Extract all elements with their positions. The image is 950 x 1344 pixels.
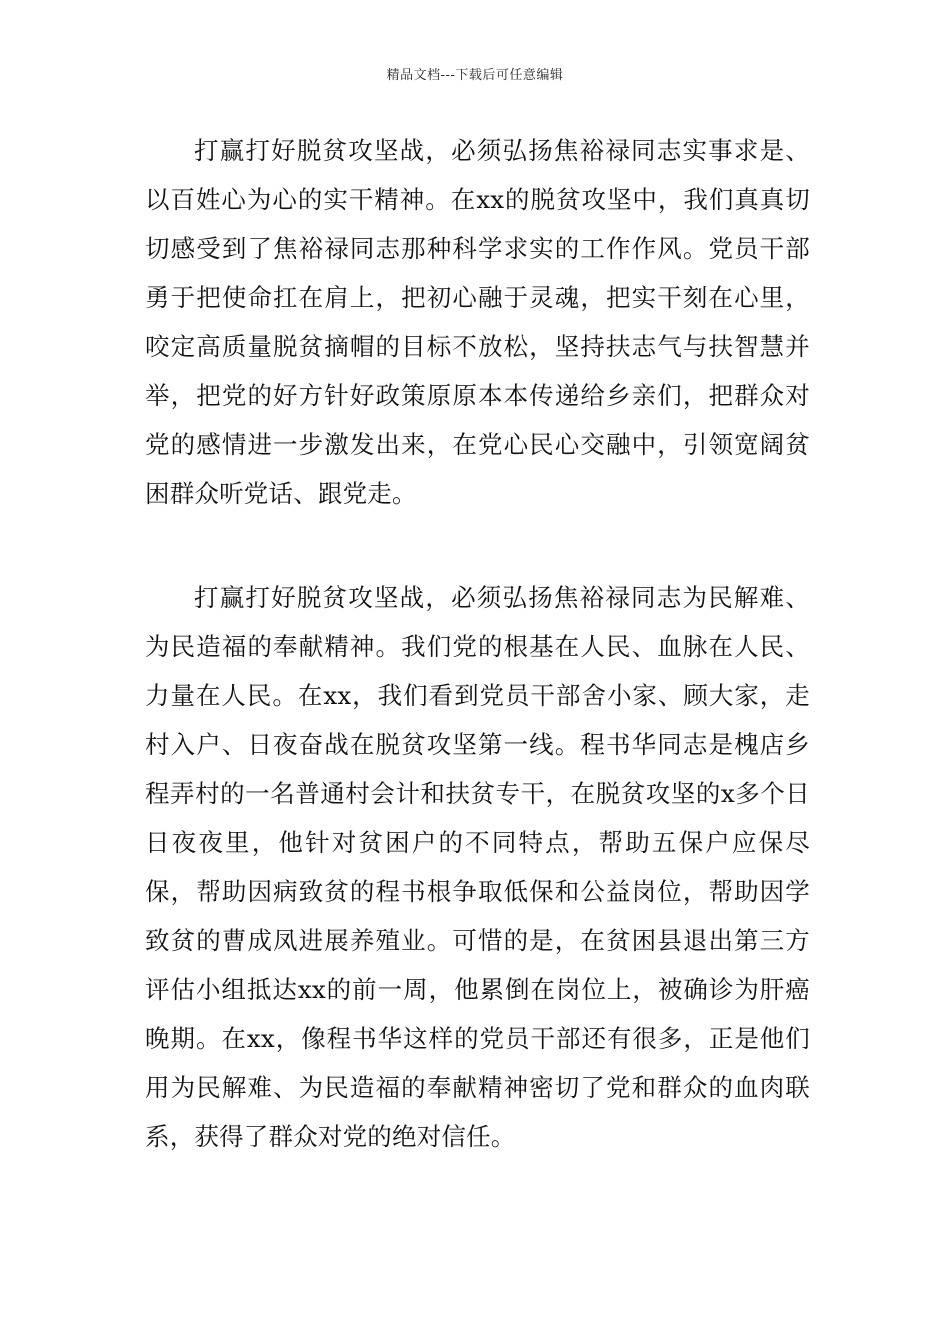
body-paragraph-1: 打赢打好脱贫攻坚战，必须弘扬焦裕禄同志实事求是、以百姓心为心的实干精神。在xx的脱贫攻坚中，我们真真切切感受到了焦裕禄同志那种科学求实的工作作风。党员干部勇于把使命扛在肩上，把初心融于灵魂，把实干刻在心里，咬定高质量脱贫摘帽的目标不放松，坚持扶志气与扶智慧并举，把党的好方针好政策原原本本传递给乡亲们，把群众对党的感情进一步激发出来，在党心民心交融中，引领宽阔贫困群众听党话、跟党走。 <box>145 136 810 508</box>
page-header: 精品文档---下载后可任意编辑 <box>386 68 564 83</box>
body-paragraph-2: 打赢打好脱贫攻坚战，必须弘扬焦裕禄同志为民解难、为民造福的奉献精神。我们党的根基在人民、血脉在人民、力量在人民。在xx，我们看到党员干部舍小家、顾大家，走村入户、日夜奋战在脱贫攻坚第一线。程书华同志是槐店乡程弄村的一名普通村会计和扶贫专干，在脱贫攻坚的x多个日日夜夜里，他针对贫困户的不同特点，帮助五保户应保尽保，帮助因病致贫的程书根争取低保和公益岗位，帮助因学致贫的曹成凤进展养殖业。可惜的是，在贫困县退出第三方评估小组抵达xx的前一周，他累倒在岗位上，被确诊为肝癌晚期。在xx，像程书华这样的党员干部还有很多，正是他们用为民解难、为民造福的奉献精神密切了党和群众的血肉联系，获得了群众对党的绝对信任。 <box>145 583 810 1151</box>
